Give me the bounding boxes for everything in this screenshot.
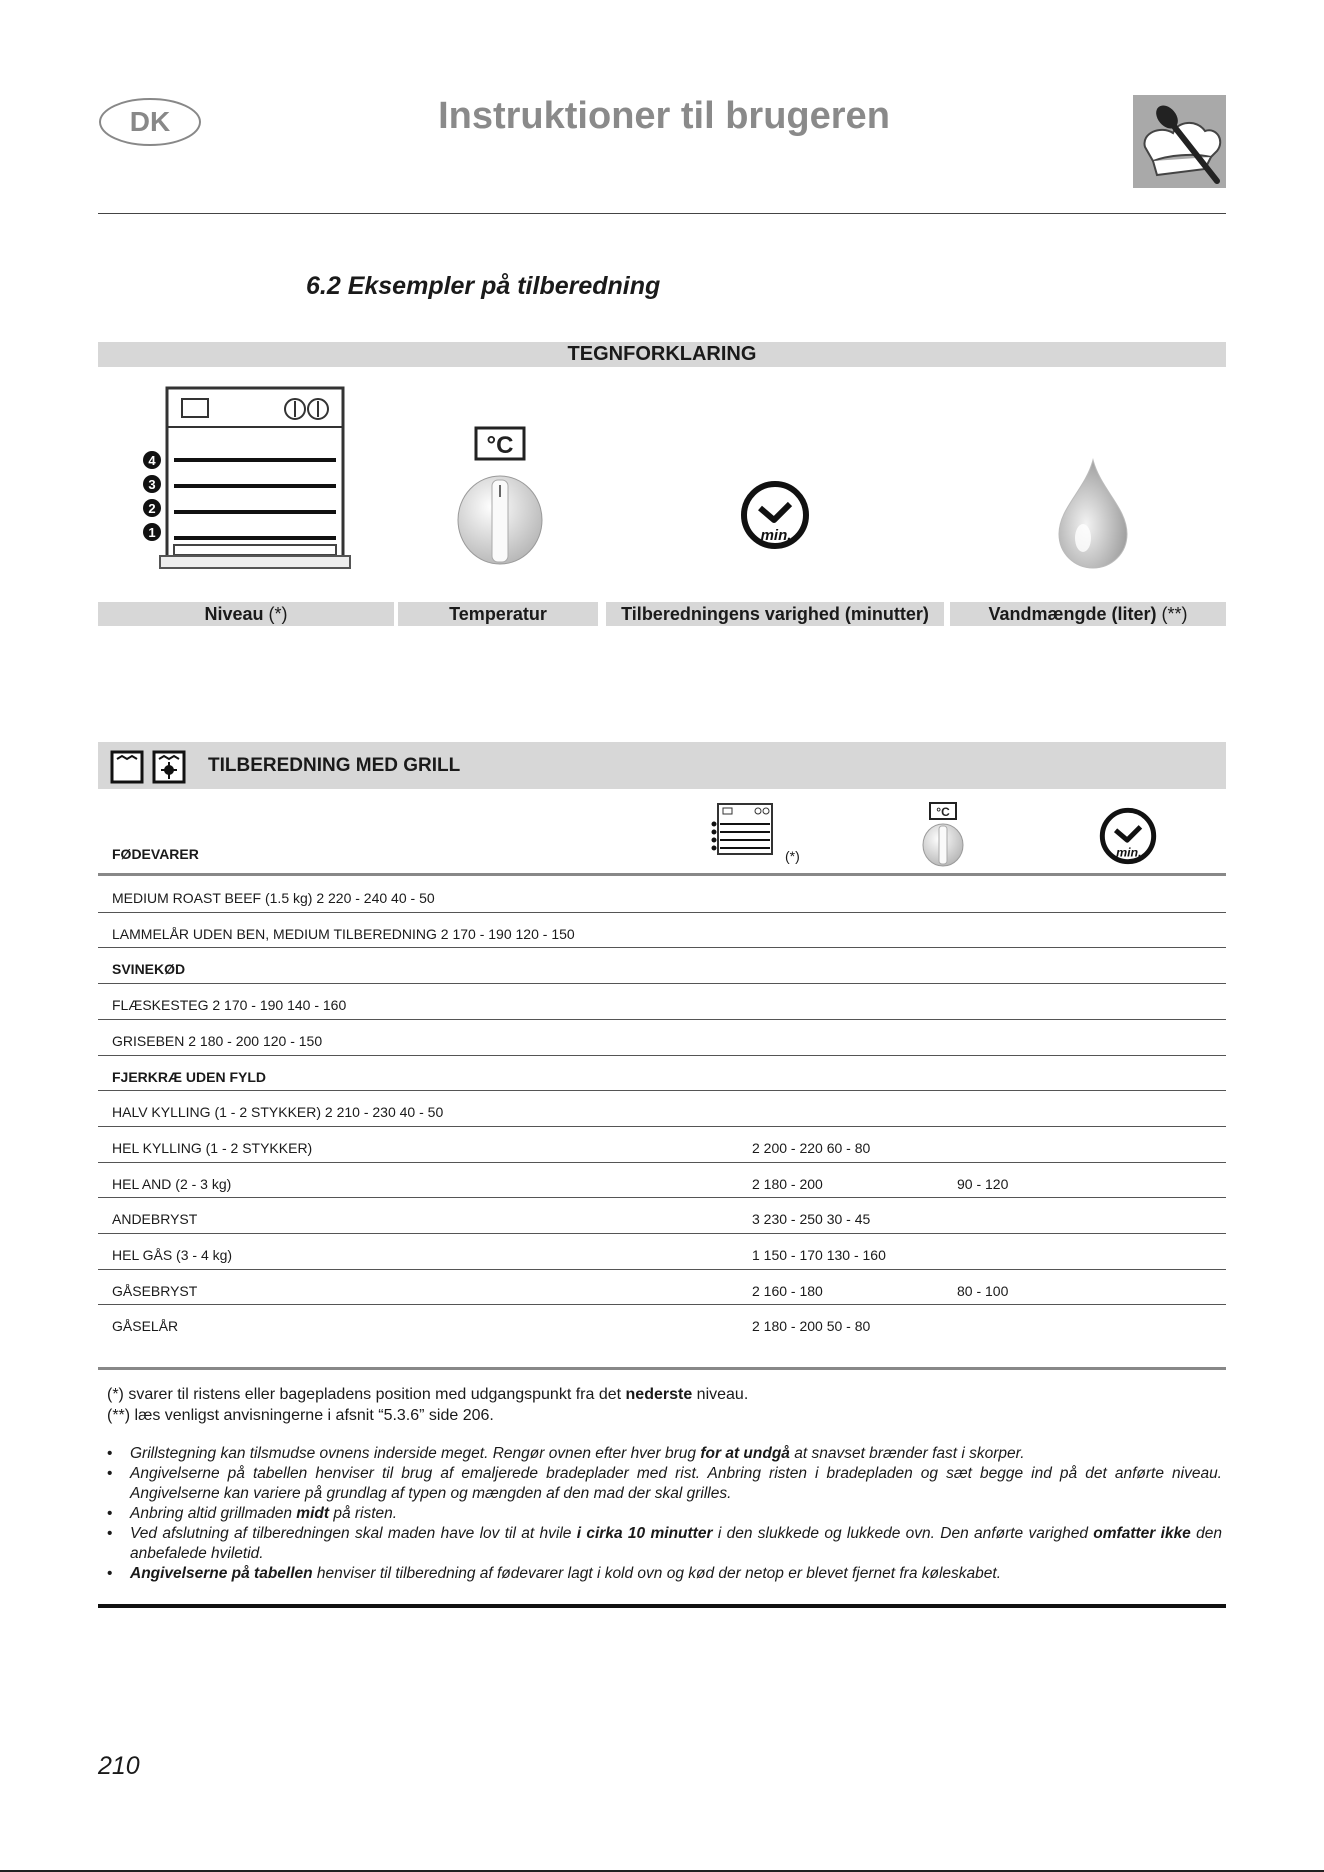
chef-logo-icon: [1133, 95, 1226, 188]
temperature-icon: [450, 425, 550, 565]
section-title: 6.2 Eksempler på tilberedning: [306, 272, 661, 300]
column-header-foods: FØDEVARER: [112, 846, 199, 862]
table-bottom-divider: [98, 1367, 1226, 1370]
legend-label-varighed: Tilberedningens varighed (minutter): [606, 602, 944, 626]
row-divider: [98, 983, 1226, 984]
note-item: • Angivelserne på tabellen henviser til brug af emaljerede bradeplader med rist. Anbring risten i bradepladen og sæt begge ind på det anførte niveau. Angivelserne kan variere på grundlag af typen og mængden af den mad der skal grilles.: [107, 1464, 1222, 1504]
clock-min-small-label: min.: [1116, 845, 1142, 860]
food-row-label: MEDIUM ROAST BEEF (1.5 kg) 2 220 - 240 40 - 50: [112, 890, 435, 906]
food-row-label: GÅSELÅR: [112, 1318, 179, 1335]
celsius-label: °C: [486, 432, 514, 459]
row-divider: [98, 947, 1226, 948]
page-title: Instruktioner til brugeren: [438, 95, 890, 137]
food-row-label: GRISEBEN 2 180 - 200 120 - 150: [112, 1032, 323, 1049]
legend-label-vand: Vandmængde (liter) (**): [950, 602, 1226, 626]
food-row-label: HEL KYLLING (1 - 2 STYKKER): [112, 1139, 313, 1156]
row-divider: [98, 1090, 1226, 1091]
legend-heading: TEGNFORKLARING: [98, 342, 1226, 367]
food-row-values: 2 200 - 220 60 - 80: [752, 1139, 871, 1156]
footnote-water: (**) læs venligst anvisningerne i afsnit “5.3.6” side 206.: [107, 1407, 494, 1424]
temperature-column-icon: [920, 801, 966, 867]
row-divider: [98, 1019, 1226, 1020]
table-header-divider: [98, 873, 1226, 876]
food-row-label: GÅSEBRYST: [112, 1282, 198, 1299]
note-item: • Ved afslutning af tilberedningen skal maden have lov til at hvile i cirka 10 minutter i den slukkede og lukkede ovn. Den anførte varighed omfatter ikke den anbefalede hviletid.: [107, 1524, 1222, 1564]
food-row-water: 90 - 120: [957, 1175, 1009, 1192]
footer-divider: [98, 1604, 1226, 1608]
food-row-values: 1 150 - 170 130 - 160: [752, 1247, 886, 1263]
footnote-level: (*) svarer til ristens eller bagepladens position med udgangspunkt fra det nederste niveau.: [107, 1386, 749, 1403]
row-divider: [98, 1304, 1226, 1305]
row-divider: [98, 1197, 1226, 1198]
food-row-values: 2 180 - 200 50 - 80: [752, 1318, 871, 1335]
food-row-label: FLÆSKESTEG 2 170 - 190 140 - 160: [112, 997, 347, 1014]
clock-min-label: min.: [760, 527, 792, 544]
category-heading: FJERKRÆ UDEN FYLD: [112, 1068, 267, 1085]
level-number: 2: [148, 501, 156, 516]
food-row-label: HALV KYLLING (1 - 2 STYKKER) 2 210 - 230 40 - 50: [112, 1104, 444, 1121]
grill-mode-icons: [110, 750, 190, 784]
level-number: 1: [148, 525, 156, 540]
note-item: • Grillstegning kan tilsmudse ovnens inderside meget. Rengør ovnen efter hver brug for at undgå at snavset brænder fast i skorper.: [107, 1444, 1222, 1464]
note-item: • Angivelserne på tabellen henviser til tilberedning af fødevarer lagt i kold ovn og kød der netop er blevet fjernet fra køleskabet.: [107, 1564, 1222, 1584]
clock-min-icon: [740, 480, 810, 550]
food-row-values: 2 160 - 180: [752, 1282, 823, 1299]
dk-badge-text: DK: [129, 106, 171, 137]
grill-section-title: TILBEREDNING MED GRILL: [208, 755, 461, 776]
food-row-water: 80 - 100: [957, 1282, 1009, 1299]
level-column-icon: [710, 802, 776, 858]
cooking-notes-list: [107, 1444, 1222, 1584]
oven-levels-icon: [130, 385, 360, 575]
row-divider: [98, 1126, 1226, 1127]
category-heading: SVINEKØD: [112, 961, 186, 978]
level-number: 3: [148, 477, 156, 492]
food-row-values: 3 230 - 250 30 - 45: [752, 1211, 871, 1228]
level-column-note: (*): [785, 848, 800, 864]
food-row-label: HEL GÅS (3 - 4 kg): [112, 1247, 233, 1263]
legend-label-niveau: Niveau (*): [98, 602, 394, 626]
header-divider: [98, 213, 1226, 214]
water-drop-icon: [1055, 458, 1131, 570]
row-divider: [98, 1233, 1226, 1234]
row-divider: [98, 1269, 1226, 1270]
note-item: • Anbring altid grillmaden midt på risten.: [107, 1504, 1222, 1524]
row-divider: [98, 912, 1226, 913]
clock-column-icon: [1099, 807, 1157, 865]
food-row-label: LAMMELÅR UDEN BEN, MEDIUM TILBEREDNING 2 170 - 190 120 - 150: [112, 925, 575, 942]
page-number: 210: [98, 1752, 140, 1780]
row-divider: [98, 1055, 1226, 1056]
celsius-small-label: °C: [936, 805, 950, 819]
food-row-label: HEL AND (2 - 3 kg): [112, 1175, 232, 1192]
food-row-values: 2 180 - 200: [752, 1175, 823, 1192]
level-number: 4: [148, 453, 156, 468]
row-divider: [98, 1162, 1226, 1163]
food-row-label: ANDEBRYST: [112, 1211, 198, 1228]
legend-label-temperatur: Temperatur: [398, 602, 598, 626]
